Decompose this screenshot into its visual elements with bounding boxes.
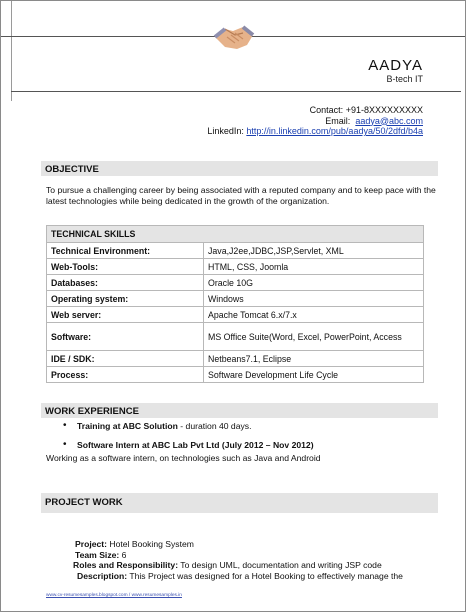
project-value: Hotel Booking System [107, 539, 194, 549]
skill-value: Oracle 10G [204, 275, 424, 291]
candidate-degree: B-tech IT [386, 74, 423, 84]
skill-key: Web server: [47, 307, 204, 323]
table-row [47, 307, 424, 323]
contact-email-line [207, 116, 423, 127]
left-rule [11, 1, 12, 101]
list-item [61, 421, 314, 431]
table-row [47, 259, 424, 275]
roles-value: To design UML, documentation and writing JSP code [178, 560, 382, 570]
technical-skills-table [46, 225, 424, 383]
phone-label: Contact: [309, 105, 344, 115]
work-experience-heading: WORK EXPERIENCE [41, 403, 438, 418]
header-rule [11, 91, 461, 92]
description-value: This Project was designed for a Hotel Booking to effectively manage the [127, 570, 403, 581]
table-row [47, 367, 424, 383]
work-item-title: Software Intern at ABC Lab Pvt Ltd (July 2012 – Nov 2012) [77, 440, 314, 450]
work-description: Working as a software intern, on technologies such as Java and Android [46, 453, 321, 463]
team-value: 6 [119, 549, 127, 560]
skill-value: Software Development Life Cycle [204, 367, 424, 383]
table-row [47, 351, 424, 367]
email-label: Email: [325, 115, 351, 126]
skills-heading: TECHNICAL SKILLS [47, 226, 424, 243]
skill-key: Databases: [47, 275, 204, 291]
objective-heading: OBJECTIVE [41, 161, 438, 176]
skill-value: MS Office Suite(Word, Excel, PowerPoint, Access [204, 323, 424, 351]
handshake-icon [213, 19, 255, 53]
skill-value: Java,J2ee,JDBC,JSP,Servlet, XML [204, 243, 424, 259]
project-block [63, 539, 403, 581]
project-work-heading: PROJECT WORK [41, 493, 438, 513]
work-list [61, 421, 314, 450]
table-row [47, 291, 424, 307]
footer-links[interactable]: www.cv-resumesamples.blogspot.com / www.resumesamples.in [46, 593, 182, 598]
skills-header-row [47, 226, 424, 243]
candidate-name: AADYA [368, 57, 423, 74]
skill-key: IDE / SDK: [47, 351, 204, 367]
skill-value: Windows [204, 291, 424, 307]
skill-value: Netbeans7.1, Eclipse [204, 351, 424, 367]
table-row [47, 275, 424, 291]
work-item-detail: - duration 40 days. [180, 421, 252, 431]
skill-value: HTML, CSS, Joomla [204, 259, 424, 275]
project-label: Project: [75, 539, 107, 549]
skill-value: Apache Tomcat 6.x/7.x [204, 307, 424, 323]
roles-label: Roles and Responsibility: [73, 560, 179, 570]
skill-key: Process: [47, 367, 204, 383]
contact-linkedin-line [207, 126, 423, 137]
skill-key: Technical Environment: [47, 243, 204, 259]
email-link[interactable]: aadya@abc.com [355, 115, 423, 126]
contact-block [207, 105, 423, 137]
description-label: Description: [77, 570, 128, 581]
contact-phone-line [207, 105, 423, 116]
skill-key: Web-Tools: [47, 259, 204, 275]
description-line [63, 571, 403, 582]
team-label: Team Size: [75, 549, 120, 560]
table-row [47, 323, 424, 351]
roles-line [63, 560, 403, 571]
work-item-title: Training at ABC Solution [77, 421, 178, 431]
table-row [47, 243, 424, 259]
linkedin-link[interactable]: http://in.linkedin.com/pub/aadya/50/2dfd/b4a [246, 126, 423, 136]
objective-text: To pursue a challenging career by being associated with a reputed company and to keep pace with the latest technologies while being dedicated in the growth of the organization. [46, 185, 436, 206]
phone-value: +91-8XXXXXXXXX [345, 105, 423, 115]
project-name-line [63, 539, 403, 550]
skill-key: Software: [47, 323, 204, 351]
list-item [61, 440, 314, 450]
team-size-line [63, 550, 403, 561]
linkedin-label: LinkedIn: [207, 126, 244, 136]
skill-key: Operating system: [47, 291, 204, 307]
